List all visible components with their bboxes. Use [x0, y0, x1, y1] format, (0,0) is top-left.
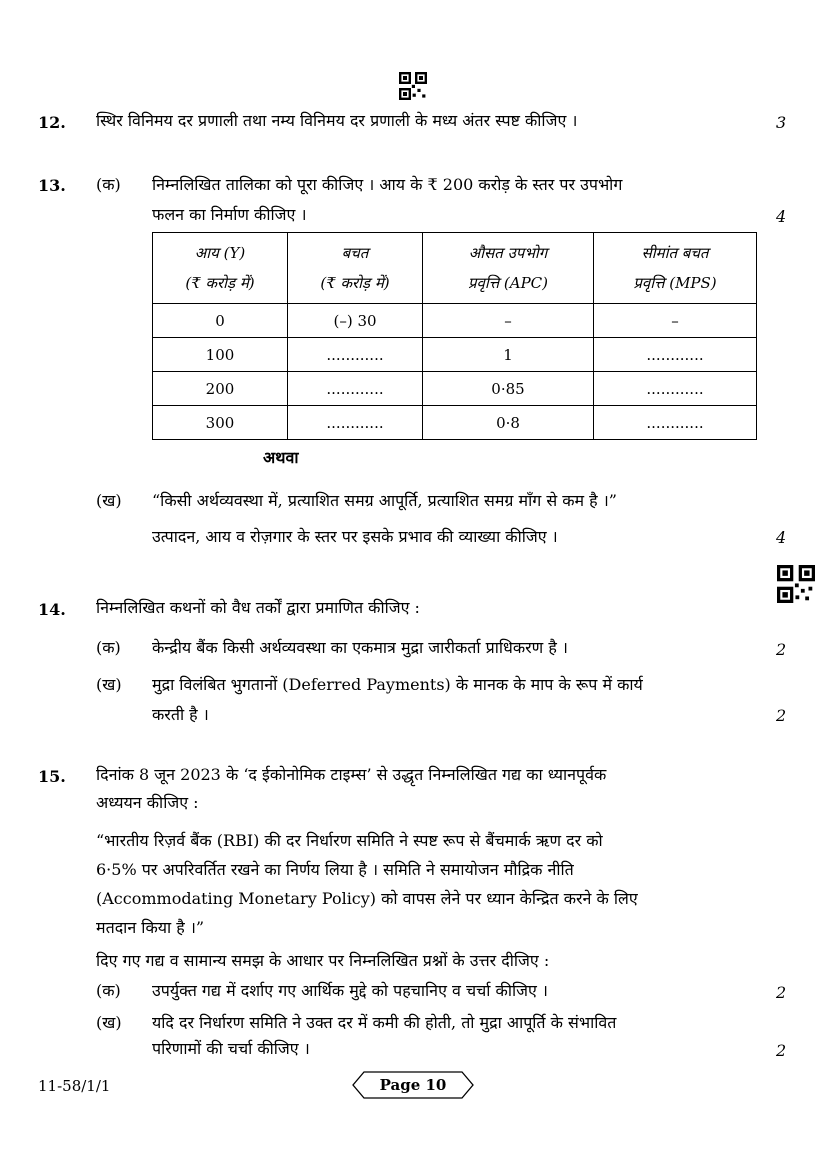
paper-code: 11-58/1/1: [38, 1077, 111, 1095]
q14b-text-line1: मुद्रा विलंबित भुगतानों (Deferred Payments) के मानक के माप के रूप में कार्य: [152, 675, 643, 694]
table-header-cell: सीमांत बचत प्रवृत्ति (MPS): [594, 233, 757, 304]
q13b-text-line2: उत्पादन, आय व रोज़गार के स्तर पर इसके प्रभाव की व्याख्या कीजिए ।: [152, 527, 558, 546]
q14b-text-line2: करती है ।: [152, 705, 209, 724]
table-cell: ............: [594, 338, 757, 372]
q14a-text: केन्द्रीय बैंक किसी अर्थव्यवस्था का एकमात्र मुद्रा जारीकर्ता प्राधिकरण है ।: [152, 638, 568, 657]
table-cell: 0: [153, 304, 288, 338]
q14-number: 14.: [38, 600, 66, 619]
table-header-cell: औसत उपभोग प्रवृत्ति (APC): [423, 233, 594, 304]
q12-marks: 3: [776, 113, 787, 132]
q15-quote-line1: “भारतीय रिज़र्व बैंक (RBI) की दर निर्धारण समिति ने स्पष्ट रूप से बैंचमार्क ऋण दर को: [96, 831, 603, 850]
table-cell: 1: [423, 338, 594, 372]
q13a-text-line2: फलन का निर्माण कीजिए ।: [152, 205, 307, 224]
q15b-marks: 2: [776, 1041, 787, 1060]
income-savings-table: [152, 232, 757, 440]
table-cell: ............: [594, 372, 757, 406]
table-cell: –: [423, 304, 594, 338]
table-row: [153, 372, 757, 406]
q13-number: 13.: [38, 176, 66, 195]
q14b-marks: 2: [776, 706, 787, 725]
table-header-cell: बचत (₹ करोड़ में): [288, 233, 423, 304]
q13a-text-line1: निम्नलिखित तालिका को पूरा कीजिए । आय के ₹ 200 करोड़ के स्तर पर उपभोग: [152, 175, 623, 194]
table-cell: (–) 30: [288, 304, 423, 338]
table-cell: 0·8: [423, 406, 594, 440]
q15-quote-line2: 6·5% पर अपरिवर्तित रखने का निर्णय लिया है । समिति ने समायोजन मौद्रिक नीति: [96, 860, 574, 879]
q14-text: निम्नलिखित कथनों को वैध तर्कों द्वारा प्रमाणित कीजिए :: [96, 598, 420, 617]
q15b-text-line1: यदि दर निर्धारण समिति ने उक्त दर में कमी की होती, तो मुद्रा आपूर्ति के संभावित: [152, 1013, 617, 1032]
table-cell: ............: [288, 338, 423, 372]
or-separator: अथवा: [263, 448, 299, 467]
q14a-marks: 2: [776, 640, 787, 659]
q15b-label: (ख): [96, 1013, 122, 1032]
q14a-label: (क): [96, 638, 121, 657]
q13b-marks: 4: [776, 528, 787, 547]
q15-quote-line3: (Accommodating Monetary Policy) को वापस लेने पर ध्यान केन्द्रित करने के लिए: [96, 889, 638, 908]
q15-intro-line2: अध्ययन कीजिए :: [96, 793, 199, 812]
table-header-row: [153, 233, 757, 304]
page-number: Page 10: [379, 1076, 447, 1094]
table-cell: ............: [288, 406, 423, 440]
table-row: [153, 304, 757, 338]
q12-text: स्थिर विनिमय दर प्रणाली तथा नम्य विनिमय दर प्रणाली के मध्य अंतर स्पष्ट कीजिए ।: [96, 111, 578, 130]
qr-code-top: [399, 72, 427, 100]
q15-number: 15.: [38, 767, 66, 786]
q15-quote-line4: मतदान किया है ।”: [96, 918, 205, 937]
table-row: [153, 406, 757, 440]
q15b-text-line2: परिणामों की चर्चा कीजिए ।: [152, 1039, 310, 1058]
q15-instruction: दिए गए गद्य व सामान्य समझ के आधार पर निम्नलिखित प्रश्नों के उत्तर दीजिए :: [96, 951, 550, 970]
q13b-text-line1: “किसी अर्थव्यवस्था में, प्रत्याशित समग्र आपूर्ति, प्रत्याशित समग्र माँग से कम है ।”: [152, 491, 617, 510]
q15a-marks: 2: [776, 983, 787, 1002]
table-cell: –: [594, 304, 757, 338]
table-header-cell: आय (Y) (₹ करोड़ में): [153, 233, 288, 304]
q15a-text: उपर्युक्त गद्य में दर्शाए गए आर्थिक मुद्दे को पहचानिए व चर्चा कीजिए ।: [152, 981, 548, 1000]
qr-code-side: [777, 565, 815, 603]
table-cell: ............: [594, 406, 757, 440]
table-cell: 100: [153, 338, 288, 372]
table-row: [153, 338, 757, 372]
table-cell: ............: [288, 372, 423, 406]
q12-number: 12.: [38, 113, 66, 132]
table-cell: 0·85: [423, 372, 594, 406]
q13b-label: (ख): [96, 491, 122, 510]
table-cell: 300: [153, 406, 288, 440]
table-cell: 200: [153, 372, 288, 406]
q15a-label: (क): [96, 981, 121, 1000]
q13a-label: (क): [96, 175, 121, 194]
q13a-marks: 4: [776, 207, 787, 226]
q14b-label: (ख): [96, 675, 122, 694]
q15-intro-line1: दिनांक 8 जून 2023 के ‘द ईकोनोमिक टाइम्स’ से उद्धृत निम्नलिखित गद्य का ध्यानपूर्वक: [96, 765, 607, 784]
